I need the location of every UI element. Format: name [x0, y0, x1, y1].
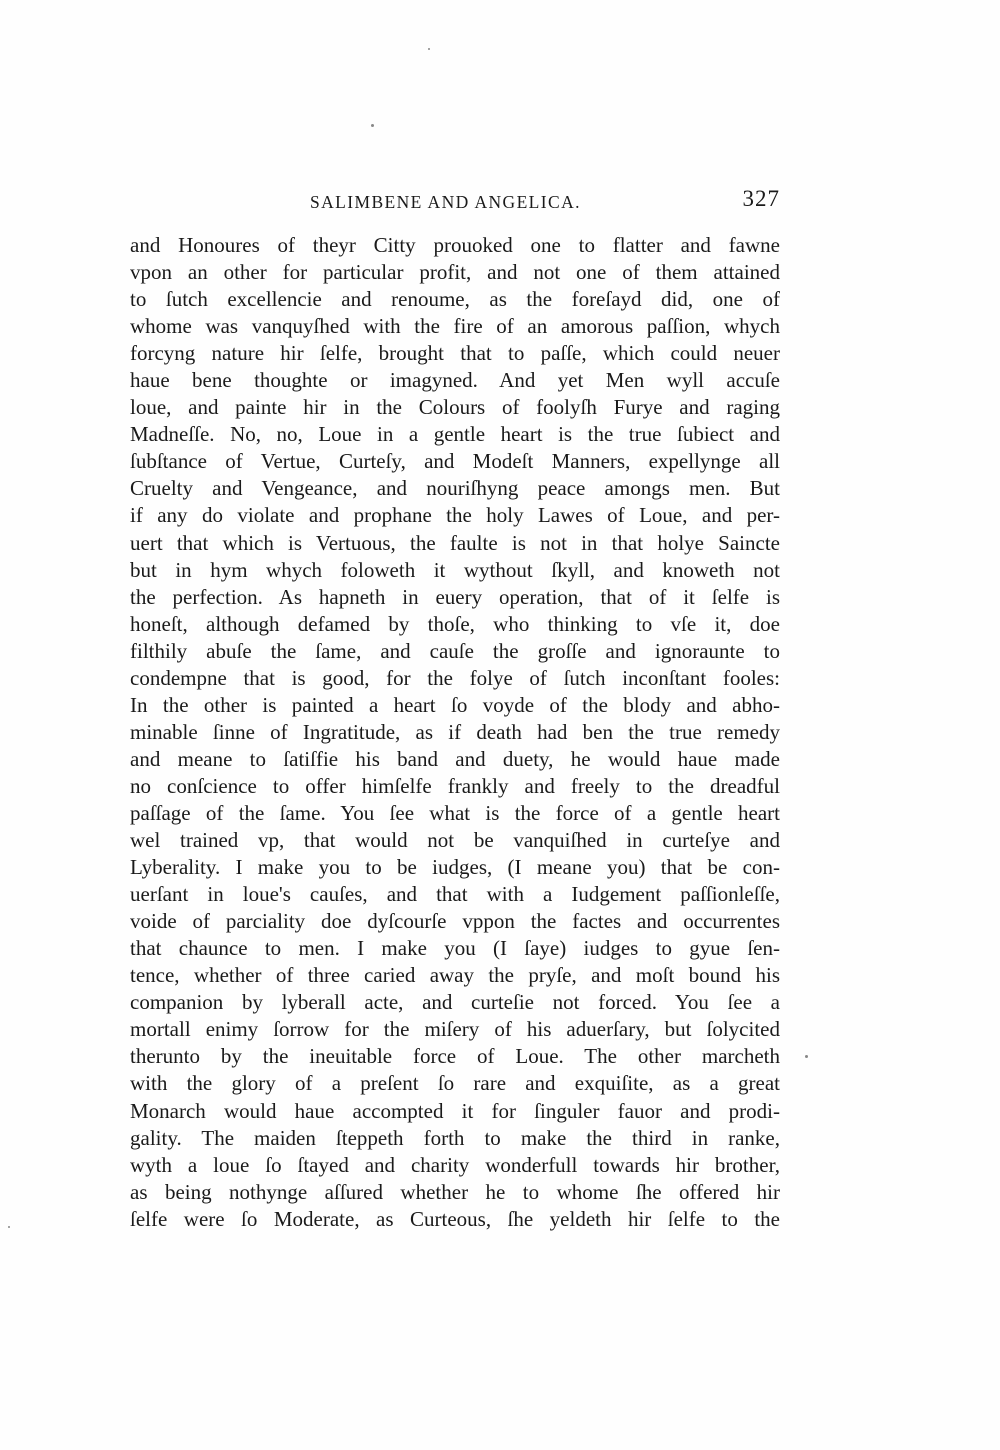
text-line: Cruelty and Vengeance, and nouriſhyng peace amongs men. But — [130, 476, 780, 501]
text-line: Madneſſe. No, no, Loue in a gentle heart is the true ſubiect and — [130, 422, 780, 447]
text-line: Lyberality. I make you to be iudges, (I meane you) that be con- — [130, 855, 780, 880]
text-line: ſelfe were ſo Moderate, as Curteous, ſhe yeldeth hir ſelfe to the — [130, 1206, 780, 1231]
text-line: whome was vanquyſhed with the fire of an amorous paſſion, whych — [130, 314, 780, 339]
text-line: uerſant in loue's cauſes, and that with a Iudgement paſſionleſſe, — [130, 882, 780, 907]
running-head: SALIMBENE AND ANGELICA. — [310, 192, 581, 212]
text-line: haue bene thoughte or imagyned. And yet Men wyll accuſe — [130, 368, 780, 393]
text-line: vpon an other for particular profit, and not one of them attained — [130, 260, 780, 285]
text-line: honeſt, although defamed by thoſe, who thinking to vſe it, doe — [130, 611, 780, 636]
text-line: wyth a loue ſo ſtayed and charity wonderfull towards hir brother, — [130, 1152, 780, 1177]
text-line: paſſage of the ſame. You ſee what is the force of a gentle heart — [130, 800, 780, 825]
text-line: to ſutch excellencie and renoume, as the foreſayd did, one of — [130, 287, 780, 312]
text-line: but in hym whych foloweth it wythout ſkyll, and knoweth not — [130, 557, 780, 582]
text-line: therunto by the ineuitable force of Loue. The other marcheth — [130, 1044, 780, 1069]
paper-speck — [371, 124, 374, 127]
text-line: Monarch would haue accompted it for ſinguler fauor and prodi- — [130, 1098, 780, 1123]
text-line: the perfection. As hapneth in euery operation, that of it ſelfe is — [130, 584, 780, 609]
body-text — [130, 232, 780, 1233]
text-line: voide of parciality doe dyſcourſe vppon the factes and occurrentes — [130, 909, 780, 934]
text-line: and meane to ſatiſfie his band and duety, he would haue made — [130, 746, 780, 771]
text-line: with the glory of a preſent ſo rare and exquiſite, as a great — [130, 1071, 780, 1096]
paper-speck — [8, 1226, 10, 1228]
text-line: tence, whether of three caried away the pryſe, and moſt bound his — [130, 963, 780, 988]
paper-speck — [428, 48, 430, 50]
text-line: wel trained vp, that would not be vanquiſhed in curteſye and — [130, 828, 780, 853]
text-line: forcyng nature hir ſelfe, brought that to paſſe, which could neuer — [130, 341, 780, 366]
paper-speck — [805, 1055, 808, 1058]
text-line: mortall enimy ſorrow for the miſery of his aduerſary, but ſolycited — [130, 1017, 780, 1042]
text-line: minable ſinne of Ingratitude, as if death had ben the true remedy — [130, 719, 780, 744]
text-line: condempne that is good, for the folye of ſutch inconſtant fooles: — [130, 665, 780, 690]
page-header — [130, 188, 780, 218]
text-line: if any do violate and prophane the holy Lawes of Loue, and per- — [130, 503, 780, 528]
text-line: ſubſtance of Vertue, Curteſy, and Modeſt Manners, expellynge all — [130, 449, 780, 474]
text-line: as being nothynge aſſured whether he to whome ſhe offered hir — [130, 1179, 780, 1204]
text-line: loue, and painte hir in the Colours of foolyſh Furye and raging — [130, 395, 780, 420]
text-line: no conſcience to offer himſelfe frankly and freely to the dreadful — [130, 773, 780, 798]
text-line: uert that which is Vertuous, the faulte is not in that holye Saincte — [130, 530, 780, 555]
text-line: In the other is painted a heart ſo voyde of the blody and abho- — [130, 692, 780, 717]
text-line: that chaunce to men. I make you (I ſaye) iudges to gyue ſen- — [130, 936, 780, 961]
text-line: and Honoures of theyr Citty prouoked one to flatter and fawne — [130, 233, 780, 257]
page-number: 327 — [742, 186, 780, 211]
text-line: companion by lyberall acte, and curteſie not forced. You ſee a — [130, 990, 780, 1015]
text-line: gality. The maiden ſteppeth forth to make the third in ranke, — [130, 1125, 780, 1150]
text-line: filthily abuſe the ſame, and cauſe the groſſe and ignoraunte to — [130, 638, 780, 663]
